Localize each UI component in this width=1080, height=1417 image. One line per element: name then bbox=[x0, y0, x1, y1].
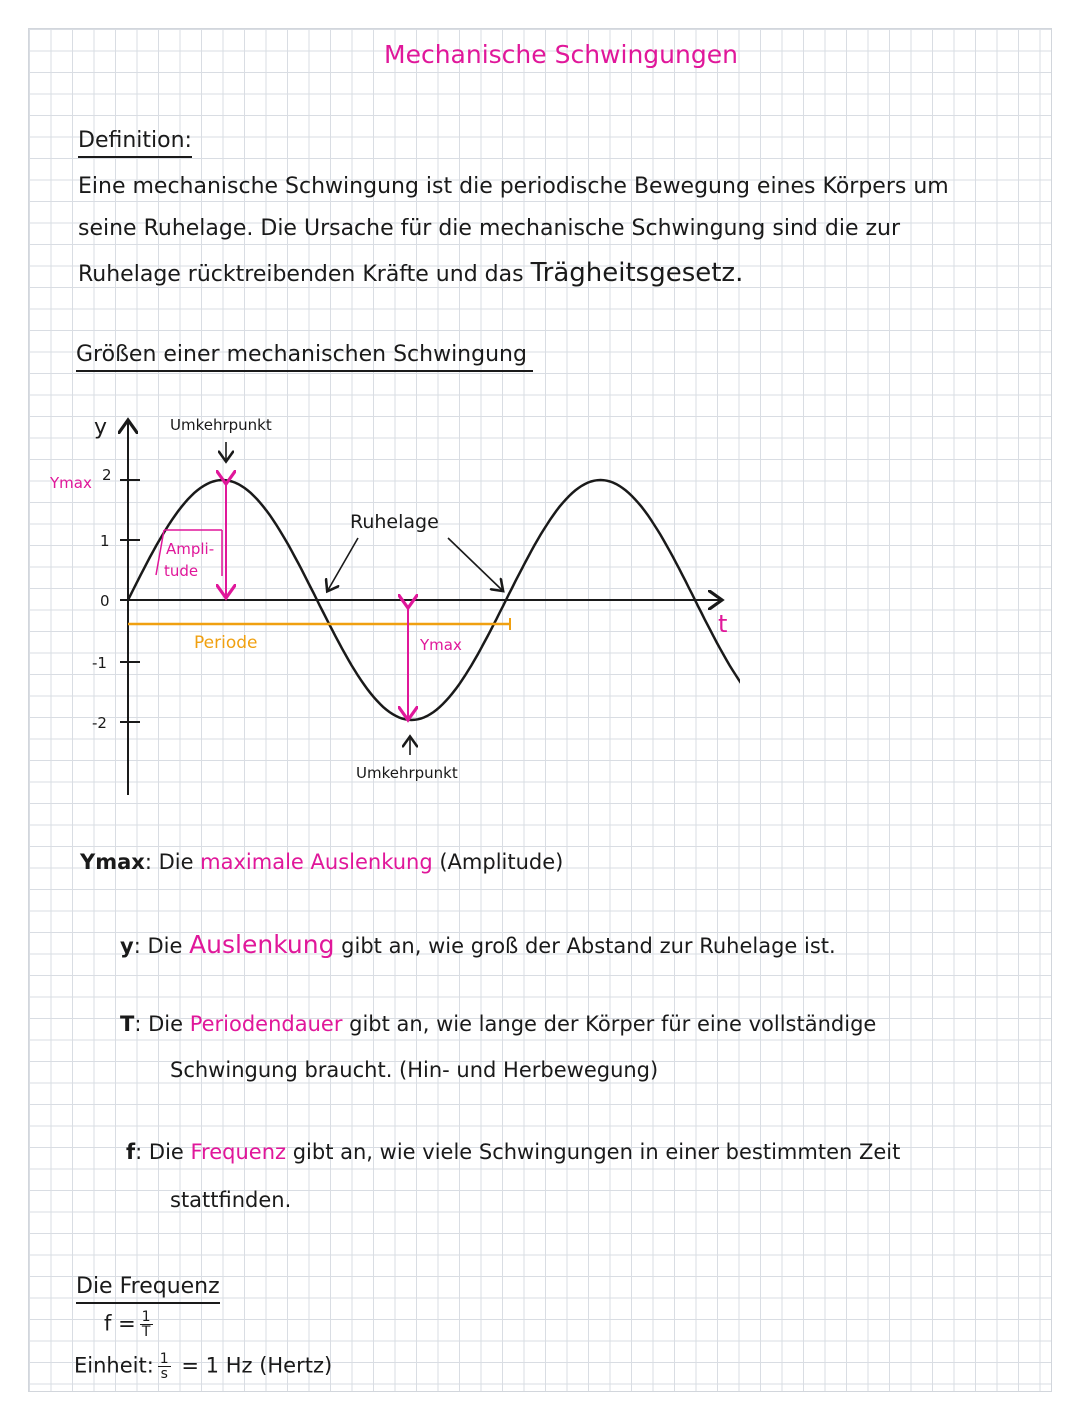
def-y-text-c: gibt an, wie groß der Abstand zur Ruhelage ist. bbox=[334, 934, 836, 958]
def-ymax bbox=[80, 850, 563, 874]
definition-line-3-text: Ruhelage rücktreibenden Kräfte und das bbox=[78, 262, 531, 287]
formula-fraction bbox=[140, 1310, 153, 1339]
tick-label-minus-1: -1 bbox=[92, 654, 107, 672]
def-ymax-text-a: Die bbox=[151, 850, 201, 874]
def-f-label: f bbox=[126, 1140, 136, 1164]
ruhelage-label: Ruhelage bbox=[350, 511, 439, 533]
def-t-sep: : bbox=[134, 1012, 142, 1036]
ruhelage-arrow-right bbox=[448, 538, 502, 590]
tick-label-0: 0 bbox=[100, 592, 110, 610]
unit-numerator: 1 bbox=[159, 1351, 169, 1367]
ruhelage-arrow-left bbox=[328, 538, 358, 590]
def-y-term: Auslenkung bbox=[189, 930, 335, 959]
def-t-term: Periodendauer bbox=[189, 1012, 343, 1036]
def-t bbox=[120, 1012, 876, 1036]
section-heading: Größen einer mechanischen Schwingung bbox=[76, 340, 533, 372]
page-title: Mechanische Schwingungen bbox=[384, 40, 738, 69]
amplitude-label-1: Ampli- bbox=[166, 540, 215, 558]
definition-line-1: Eine mechanische Schwingung ist die periodische Bewegung eines Körpers um bbox=[78, 174, 949, 199]
formula-denominator: T bbox=[141, 1324, 151, 1340]
definition-heading: Definition: bbox=[78, 126, 192, 158]
traegheitsgesetz-term: Trägheitsgesetz. bbox=[530, 258, 744, 288]
tick-label-minus-2: -2 bbox=[92, 714, 107, 732]
def-t-text-c: gibt an, wie lange der Körper für eine vollständige bbox=[342, 1012, 877, 1036]
def-y bbox=[120, 930, 836, 959]
def-t-text-a: Die bbox=[141, 1012, 190, 1036]
oscillation-diagram bbox=[40, 400, 740, 810]
periode-label: Periode bbox=[194, 633, 258, 653]
unit-fraction bbox=[158, 1352, 171, 1381]
frequency-heading: Die Frequenz bbox=[76, 1272, 220, 1304]
unit-rhs: = 1 Hz (Hertz) bbox=[174, 1353, 333, 1378]
def-f-text-c: gibt an, wie viele Schwingungen in einer bestimmten Zeit bbox=[286, 1140, 901, 1164]
y-axis-label: y bbox=[94, 415, 108, 440]
def-y-label: y bbox=[120, 934, 134, 958]
ymax-inline-label: Ymax bbox=[420, 636, 462, 654]
def-f bbox=[126, 1140, 900, 1164]
definition-line-3 bbox=[78, 258, 743, 288]
def-t-continuation: Schwingung braucht. (Hin- und Herbewegung) bbox=[170, 1058, 659, 1082]
def-ymax-label: Ymax bbox=[80, 850, 145, 874]
formula-numerator: 1 bbox=[141, 1309, 151, 1325]
def-f-text-a: Die bbox=[142, 1140, 191, 1164]
def-f-term: Frequenz bbox=[190, 1140, 287, 1164]
def-f-sep: : bbox=[135, 1140, 143, 1164]
def-y-sep: : bbox=[133, 934, 141, 958]
umkehrpunkt-bottom-label: Umkehrpunkt bbox=[356, 764, 458, 782]
formula-lhs: f = bbox=[104, 1311, 136, 1336]
def-f-continuation: stattfinden. bbox=[170, 1188, 292, 1212]
definition-line-2: seine Ruhelage. Die Ursache für die mechanische Schwingung sind die zur bbox=[78, 216, 901, 241]
def-ymax-text-c: (Amplitude) bbox=[432, 850, 564, 874]
unit-denominator: s bbox=[160, 1366, 168, 1382]
def-ymax-term: maximale Auslenkung bbox=[200, 850, 433, 874]
umkehrpunkt-top-label: Umkehrpunkt bbox=[170, 416, 272, 434]
amplitude-label-2: tude bbox=[164, 562, 199, 580]
tick-label-2: 2 bbox=[102, 466, 112, 484]
def-ymax-sep: : bbox=[144, 850, 152, 874]
frequency-formula bbox=[104, 1310, 157, 1339]
frequency-unit bbox=[74, 1352, 332, 1381]
unit-label: Einheit: bbox=[74, 1353, 154, 1378]
x-axis-label: t bbox=[718, 610, 728, 638]
def-t-label: T bbox=[120, 1012, 135, 1036]
ymax-axis-label: Ymax bbox=[50, 474, 92, 492]
tick-label-1: 1 bbox=[100, 532, 110, 550]
def-y-text-a: Die bbox=[140, 934, 190, 958]
